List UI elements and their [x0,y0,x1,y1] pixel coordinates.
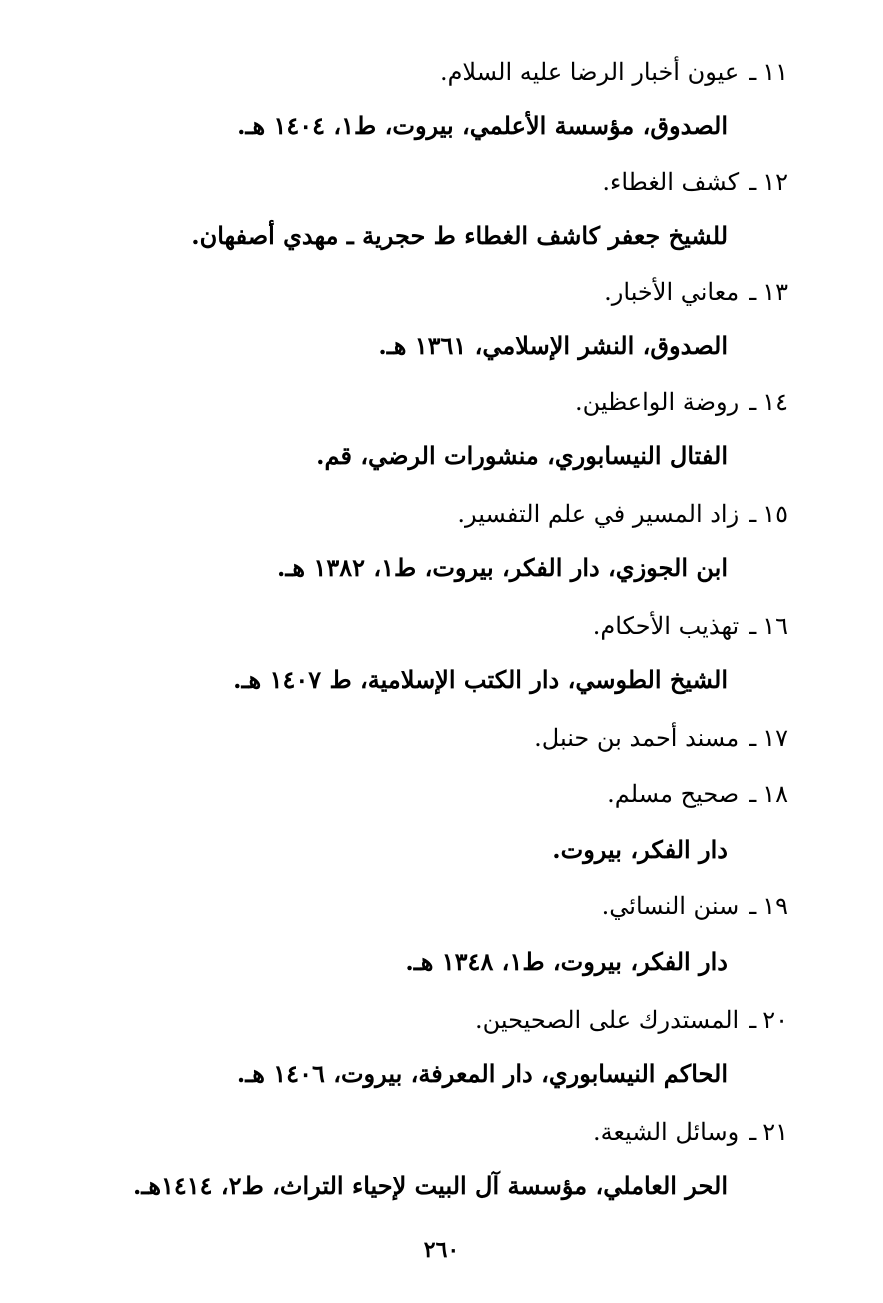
entry-21-publisher: الحر العاملي، مؤسسة آل البيت لإحياء التراث، ط٢، ١٤١٤هـ. [132,1171,728,1200]
entry-title: تهذيب الأحكام. [592,612,740,640]
entry-13-publisher: الصدوق، النشر الإسلامي، ١٣٦١ هـ. [378,331,728,360]
entry-12-publisher: للشيخ جعفر كاشف الغطاء ط حجرية ـ مهدي أصفهان. [191,221,728,250]
entry-number: ٢٠ [762,1006,788,1034]
entry-title: كشف الغطاء. [602,168,740,196]
entry-20-publisher: الحاكم النيسابوري، دار المعرفة، بيروت، ١٤٠٦ هـ. [236,1059,728,1088]
entry-18-title [607,774,788,814]
entry-title: المستدرك على الصحيحين. [475,1006,740,1034]
entry-dash: ـ [749,780,757,808]
entry-13-title [604,272,788,312]
page-number: ٢٦٠ [423,1237,460,1263]
entry-title: وسائل الشيعة. [592,1118,740,1146]
entry-dash: ـ [749,724,757,752]
entry-title: عيون أخبار الرضا عليه السلام. [439,58,740,86]
entry-21-title [593,1112,788,1152]
entry-dash: ـ [749,1006,757,1034]
entry-dash: ـ [749,612,757,640]
entry-19-publisher: دار الفكر، بيروت، ط١، ١٣٤٨ هـ. [405,947,728,976]
entry-14-title [575,382,788,422]
entry-15-title [457,494,788,534]
entry-dash: ـ [749,58,757,86]
entry-number: ١٨ [762,780,788,808]
entry-dash: ـ [749,500,757,528]
entry-number: ١٧ [762,724,788,752]
entry-17-title [534,718,788,758]
entry-dash: ـ [749,892,757,920]
entry-18-publisher: دار الفكر، بيروت. [552,835,728,864]
entry-number: ١٤ [762,388,788,416]
entry-dash: ـ [749,168,757,196]
entry-16-title [593,606,788,646]
entry-title: معاني الأخبار. [604,278,740,306]
entry-number: ١١ [762,58,788,86]
entry-11-title [440,52,788,92]
entry-title: زاد المسير في علم التفسير. [457,500,740,528]
entry-19-title [602,886,788,926]
entry-number: ١٢ [762,168,788,196]
entry-12-title [602,162,788,202]
entry-title: روضة الواعظين. [574,388,740,416]
entry-15-publisher: ابن الجوزي، دار الفكر، بيروت، ط١، ١٣٨٢ هـ. [277,553,728,582]
entry-dash: ـ [749,388,757,416]
entry-dash: ـ [749,1118,757,1146]
entry-title: سنن النسائي. [601,892,740,920]
entry-number: ١٣ [762,278,788,306]
entry-title: مسند أحمد بن حنبل. [534,724,740,752]
entry-14-publisher: الفتال النيسابوري، منشورات الرضي، قم. [316,441,728,470]
entry-dash: ـ [749,278,757,306]
entry-number: ٢١ [762,1118,788,1146]
entry-20-title [475,1000,788,1040]
entry-number: ١٥ [762,500,788,528]
entry-11-publisher: الصدوق، مؤسسة الأعلمي، بيروت، ط١، ١٤٠٤ هـ. [237,111,728,140]
entry-16-publisher: الشيخ الطوسي، دار الكتب الإسلامية، ط ١٤٠٧ هـ. [233,665,728,694]
entry-number: ١٦ [762,612,788,640]
entry-number: ١٩ [762,892,788,920]
entry-title: صحيح مسلم. [607,780,740,808]
